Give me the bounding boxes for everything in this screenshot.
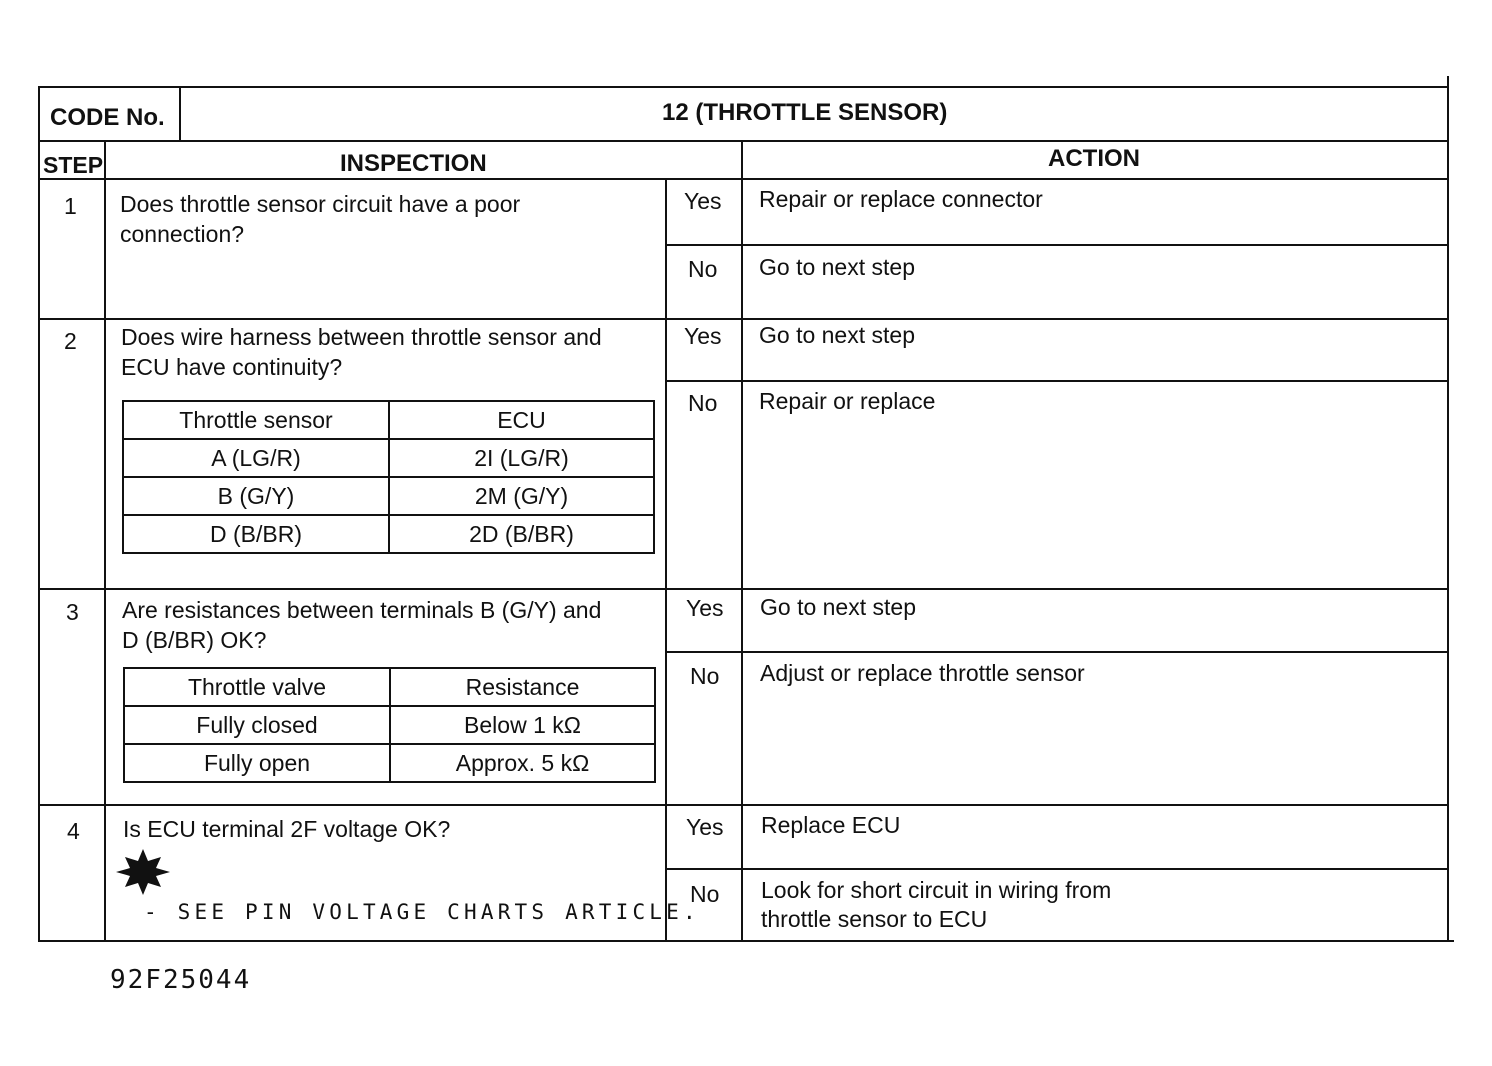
star-icon: [115, 849, 171, 895]
no-action: Go to next step: [759, 254, 915, 280]
yes-action: Go to next step: [759, 322, 915, 348]
no-label: No: [690, 881, 720, 907]
table-row: [123, 439, 654, 477]
step-question: connection?: [120, 221, 245, 247]
step-number: 2: [64, 328, 77, 354]
no-action: Look for short circuit in wiring from: [761, 877, 1112, 903]
yes-action: Replace ECU: [761, 812, 901, 838]
yes-label: Yes: [684, 323, 722, 349]
yes-action: Repair or replace connector: [759, 186, 1043, 212]
step-question: Does throttle sensor circuit have a poor: [120, 191, 521, 217]
continuity-table: [122, 400, 655, 554]
table-header: Resistance: [390, 668, 655, 706]
table-row: [123, 515, 654, 553]
resistance-table: [123, 667, 656, 783]
table-header-row: [123, 401, 654, 439]
yes-label: Yes: [684, 188, 722, 214]
yes-action: Go to next step: [760, 594, 916, 620]
table-cell: A (LG/R): [123, 439, 389, 477]
table-cell: 2M (G/Y): [389, 477, 654, 515]
table-header: ECU: [389, 401, 654, 439]
figure-id: 92F25044: [110, 965, 252, 995]
step-header: STEP: [43, 152, 104, 178]
table-cell: D (B/BR): [123, 515, 389, 553]
no-label: No: [690, 663, 720, 689]
table-cell: B (G/Y): [123, 477, 389, 515]
table-cell: Fully closed: [124, 706, 390, 744]
inspection-header: INSPECTION: [340, 150, 487, 177]
step-number: 1: [64, 193, 77, 219]
table-cell: 2I (LG/R): [389, 439, 654, 477]
table-row: [124, 744, 655, 782]
table-header-row: [124, 668, 655, 706]
table-cell: 2D (B/BR): [389, 515, 654, 553]
code-label: CODE No.: [50, 104, 165, 131]
step-question: Are resistances between terminals B (G/Y) and: [122, 597, 602, 623]
step-question: Is ECU terminal 2F voltage OK?: [123, 816, 451, 842]
step-question: D (B/BR) OK?: [122, 627, 267, 653]
step-question: ECU have continuity?: [121, 354, 343, 380]
pin-voltage-note: - SEE PIN VOLTAGE CHARTS ARTICLE.: [144, 900, 700, 924]
table-row: [123, 477, 654, 515]
yes-label: Yes: [686, 814, 724, 840]
table-row: [124, 706, 655, 744]
no-label: No: [688, 390, 718, 416]
table-cell: Approx. 5 kΩ: [390, 744, 655, 782]
no-label: No: [688, 256, 718, 282]
no-action: Repair or replace: [759, 388, 936, 414]
step-number: 3: [66, 599, 79, 625]
step-number: 4: [67, 818, 80, 844]
code-value: 12 (THROTTLE SENSOR): [662, 99, 948, 126]
table-cell: Below 1 kΩ: [390, 706, 655, 744]
action-header: ACTION: [1048, 145, 1140, 172]
table-cell: Fully open: [124, 744, 390, 782]
table-header: Throttle valve: [124, 668, 390, 706]
no-action: throttle sensor to ECU: [761, 906, 988, 932]
step-question: Does wire harness between throttle sensor and: [121, 324, 602, 350]
no-action: Adjust or replace throttle sensor: [760, 660, 1085, 686]
table-header: Throttle sensor: [123, 401, 389, 439]
yes-label: Yes: [686, 595, 724, 621]
